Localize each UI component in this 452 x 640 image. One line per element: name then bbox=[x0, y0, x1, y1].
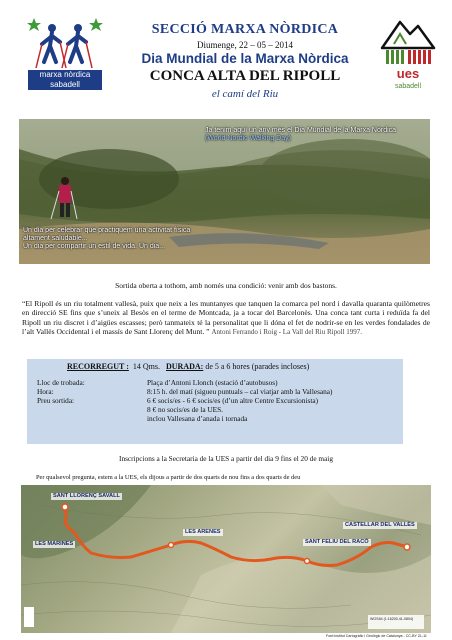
map-label: LES ARENES bbox=[185, 529, 221, 535]
photo-caption-bottom bbox=[23, 227, 243, 251]
caption-line: altament saludable... bbox=[23, 235, 88, 242]
durada-label: DURADA: bbox=[165, 362, 204, 371]
route-summary bbox=[67, 362, 309, 371]
map-label: LES MARINES bbox=[35, 541, 74, 547]
event-date: Diumenge, 22 – 05 – 2014 bbox=[197, 40, 293, 50]
map-credit: Font:Institut Cartogràfic i Geològic de Catalunya - CC-BY ZL-11 bbox=[326, 634, 427, 638]
logo-text-line1: marxa nòrdica bbox=[28, 70, 102, 80]
map-label: SANT LLORENÇ SAVALL bbox=[53, 493, 120, 499]
page-title: CONCA ALTA DEL RIPOLL bbox=[149, 68, 341, 84]
info-box bbox=[27, 359, 403, 444]
quote-paragraph bbox=[22, 299, 430, 338]
info-value: inclou Vallesana d’anada i tornada bbox=[147, 414, 248, 423]
recorregut-label: RECORREGUT : bbox=[67, 362, 129, 371]
info-key: Hora: bbox=[37, 387, 54, 396]
durada-value: de 5 a 6 hores (parades incloses) bbox=[205, 362, 310, 371]
caption-line: Un dia per celebrar que practiquem una activitat física bbox=[23, 227, 191, 234]
section-title: SECCIÓ MARXA NÒRDICA bbox=[151, 22, 339, 37]
recorregut-value: 14 Qms. bbox=[132, 362, 160, 371]
terrain-map bbox=[21, 485, 431, 633]
intro-text: Sortida oberta a tothom, amb només una condició: venir amb dos bastons. bbox=[115, 281, 337, 290]
route-map bbox=[21, 485, 431, 633]
map-label: CASTELLAR DEL VALLÈS bbox=[345, 522, 415, 528]
info-key: Lloc de trobada: bbox=[37, 378, 85, 387]
caption-line: Un dia per compartir un estil de vida. Un dia... bbox=[23, 243, 166, 250]
map-label: SANT FELIU DEL RACÓ bbox=[305, 539, 369, 545]
info-key: Preu sortida: bbox=[37, 396, 75, 405]
map-scale bbox=[368, 615, 424, 629]
map-north-indicator bbox=[24, 607, 34, 627]
marxa-nordica-logo bbox=[22, 14, 108, 92]
ues-sabadell-logo bbox=[380, 14, 436, 96]
page-subtitle: el camí del Riu bbox=[211, 88, 279, 100]
caption-line: Ja tenim aquí un any més el Dia Mundial de la Marxa Nòrdica bbox=[205, 127, 397, 134]
event-name: Dia Mundial de la Marxa Nòrdica bbox=[141, 51, 349, 66]
info-value: 8:15 h. del matí (sigueu puntuals – cal viatjar amb la Vallesana) bbox=[147, 387, 333, 396]
river-photo bbox=[19, 119, 430, 264]
info-value: Plaça d’Antoni Llonch (estació d’autobusos) bbox=[147, 378, 278, 387]
mountain-icon bbox=[380, 14, 436, 96]
info-value: 8 € no socis/es de la UES. bbox=[147, 405, 224, 414]
questions-text: Per qualsevol pregunta, estem a la UES, els dijous a partir de dos quarts de nou fins a dos quarts de deu bbox=[36, 474, 301, 481]
svg-text:sabadell: sabadell bbox=[394, 83, 422, 90]
photo-caption-top bbox=[205, 127, 427, 143]
walkers-icon bbox=[22, 14, 108, 70]
inscription-text: Inscripcions a la Secretaria de la UES a partir del dia 9 fins el 20 de maig bbox=[119, 454, 333, 463]
scale-text: WGS84 (1:16200.41-0804) bbox=[370, 617, 414, 621]
caption-line: (World Nordic Walking Day) bbox=[205, 135, 291, 142]
info-value: 6 € socis/es - 6 € socis/es (d’un altre Centre Excursionista) bbox=[147, 396, 319, 405]
quote-text: “El Ripoll és un riu totalment vallesà, puix que neix a les muntanyes que tanquen la comarca pel nord i davalla quaranta quilòmetres en direcció SE fins que s’uneix al Besòs en el terme de Montcada, ja a tocar del Barcelonès. Una conca tant curta i reduïda fa del Ripoll un riu discret i d’aigües escasses; però tanmateix té la personalitat que li dóna el fet de nodrir-se en les verdes fondalades de l’alt Vallès Occidental i el massís de Sant Llorenç del Munt. ” bbox=[22, 299, 430, 337]
logo-text-line2: sabadell bbox=[28, 80, 102, 90]
quote-citation: Antoni Ferrando i Roig - La Vall del Riu Ripoll 1997. bbox=[211, 328, 363, 337]
svg-text:ues: ues bbox=[396, 66, 420, 81]
